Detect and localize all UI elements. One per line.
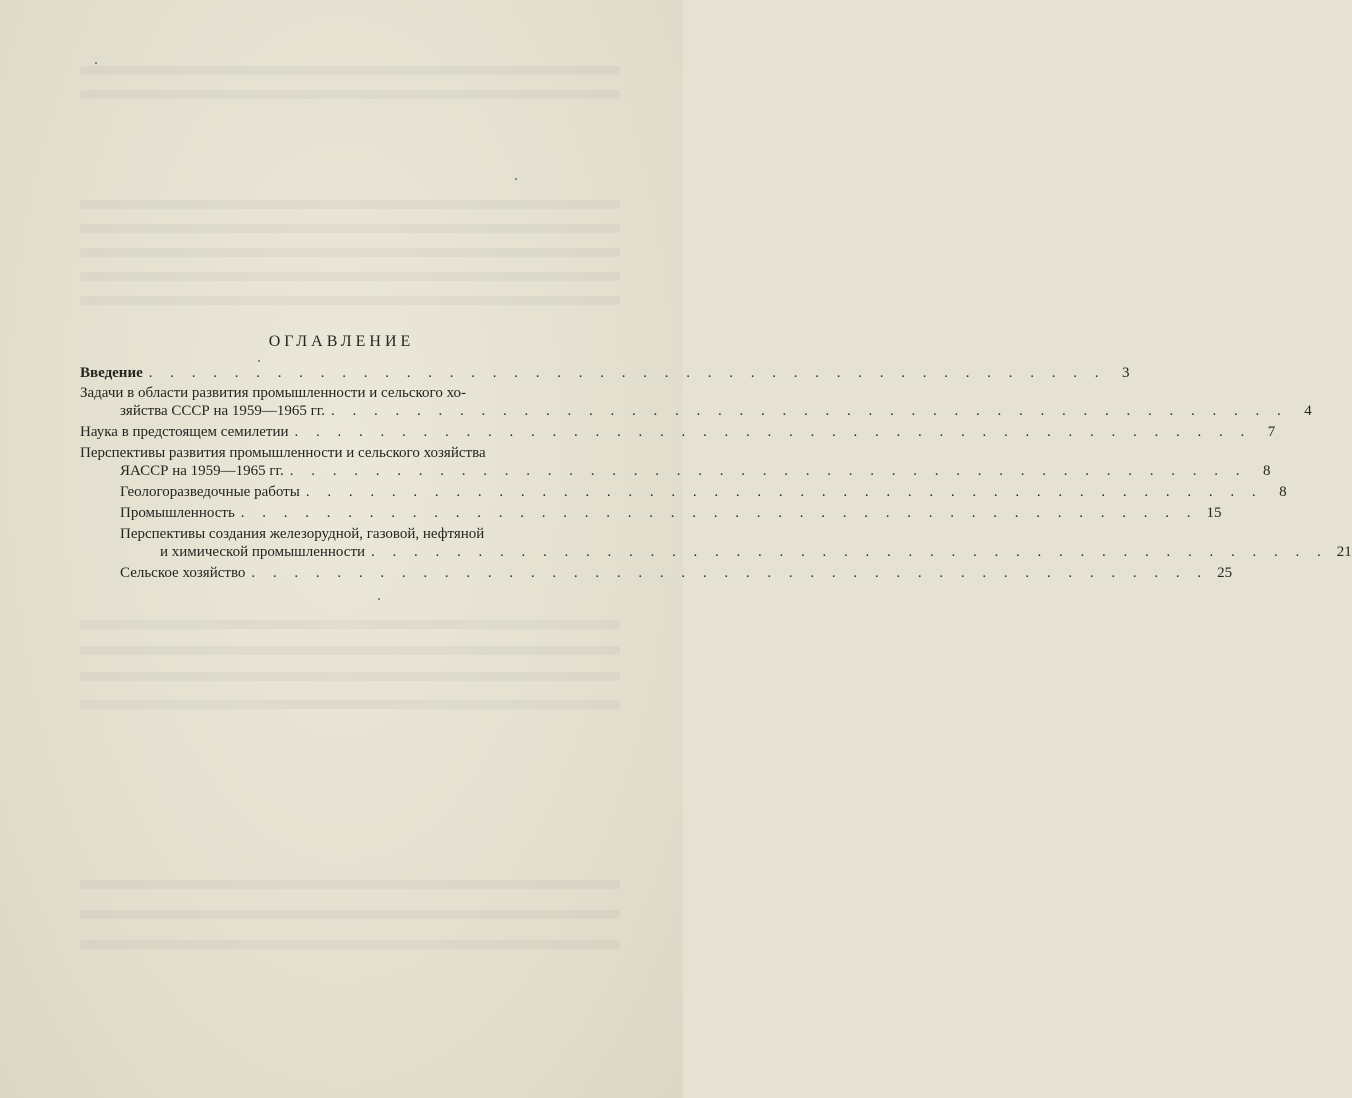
bleed-through-line: [80, 200, 620, 209]
toc-entry-title: Перспективы развития промышленности и сельского хозяйства: [80, 445, 486, 461]
toc-entry-intro: [80, 364, 1130, 382]
bleed-through-line: [80, 880, 620, 889]
toc-entry-title: Задачи в области развития промышленности и сельского хо-: [80, 385, 466, 401]
toc-entry-title-continuation: зяйства СССР на 1959—1965 гг.: [120, 403, 326, 419]
bleed-through-line: [80, 272, 620, 281]
toc-page-number: 4: [1304, 403, 1312, 419]
toc-page-number: 25: [1217, 565, 1233, 581]
toc-entry-perspectives: [80, 444, 1271, 480]
dust-speck: [258, 360, 260, 362]
dot-leader: . . . . . . . . . . . . . . . . . . . . . . . . . . . . . . . . . . . . . . . . . . . . .: [148, 365, 1106, 381]
bleed-through-line: [80, 910, 620, 919]
toc-entry-tasks: [80, 384, 1312, 420]
toc-entry-agriculture: [80, 564, 1233, 582]
toc-entry-title: Промышленность: [120, 505, 235, 521]
toc-entry-title: Сельское хозяйство: [120, 565, 246, 581]
bleed-through-line: [80, 672, 620, 681]
toc-page-number: 8: [1279, 484, 1287, 500]
dot-leader: . . . . . . . . . . . . . . . . . . . . . . . . . . . . . . . . . . . . . . . . . . . . .: [289, 463, 1247, 479]
bleed-through-line: [80, 66, 620, 75]
toc-entry-science: [80, 423, 1276, 441]
toc-entry-title: Наука в предстоящем семилетии: [80, 424, 289, 440]
dot-leader: . . . . . . . . . . . . . . . . . . . . . . . . . . . . . . . . . . . . . . . . . . . . .: [331, 403, 1288, 419]
toc-entry-title: Введение: [80, 365, 143, 381]
toc-entry-title: Перспективы создания железорудной, газовой, нефтяной: [120, 526, 485, 542]
bleed-through-line: [80, 248, 620, 257]
bleed-through-line: [80, 620, 620, 629]
toc-entry-title-continuation: ЯАССР на 1959—1965 гг.: [120, 463, 284, 479]
dot-leader: . . . . . . . . . . . . . . . . . . . . . . . . . . . . . . . . . . . . . . . . . . . . .: [371, 544, 1328, 560]
page-title: ОГЛАВЛЕНИЕ: [268, 332, 415, 350]
toc-entry-industry: [80, 504, 1222, 522]
dot-leader: . . . . . . . . . . . . . . . . . . . . . . . . . . . . . . . . . . . . . . . . . . . . .: [251, 565, 1209, 581]
dot-leader: . . . . . . . . . . . . . . . . . . . . . . . . . . . . . . . . . . . . . . . . . . . . .: [305, 484, 1263, 500]
toc-page-number: 21: [1336, 544, 1352, 560]
toc-entry-geology: [80, 483, 1287, 501]
bleed-through-line: [80, 224, 620, 233]
toc-page-number: 7: [1267, 424, 1276, 440]
table-of-contents: [80, 364, 1352, 582]
toc-entry-title: Геологоразведочные работы: [120, 484, 300, 500]
dust-speck: [378, 598, 380, 600]
dot-leader: . . . . . . . . . . . . . . . . . . . . . . . . . . . . . . . . . . . . . . . . . . . . .: [294, 424, 1252, 440]
dust-speck: [515, 178, 517, 180]
bleed-through-line: [80, 296, 620, 305]
dust-speck: [95, 62, 97, 64]
toc-entry-title-continuation: и химической промышленности: [160, 544, 366, 560]
toc-page-number: 8: [1263, 463, 1271, 479]
toc-entry-creation: [80, 525, 1352, 561]
bleed-through-line: [80, 90, 620, 99]
dot-leader: . . . . . . . . . . . . . . . . . . . . . . . . . . . . . . . . . . . . . . . . . . . . .: [240, 505, 1198, 521]
bleed-through-line: [80, 940, 620, 949]
toc-page-number: 3: [1122, 365, 1130, 381]
toc-page-number: 15: [1206, 505, 1222, 521]
bleed-through-line: [80, 700, 620, 709]
bleed-through-line: [80, 646, 620, 655]
